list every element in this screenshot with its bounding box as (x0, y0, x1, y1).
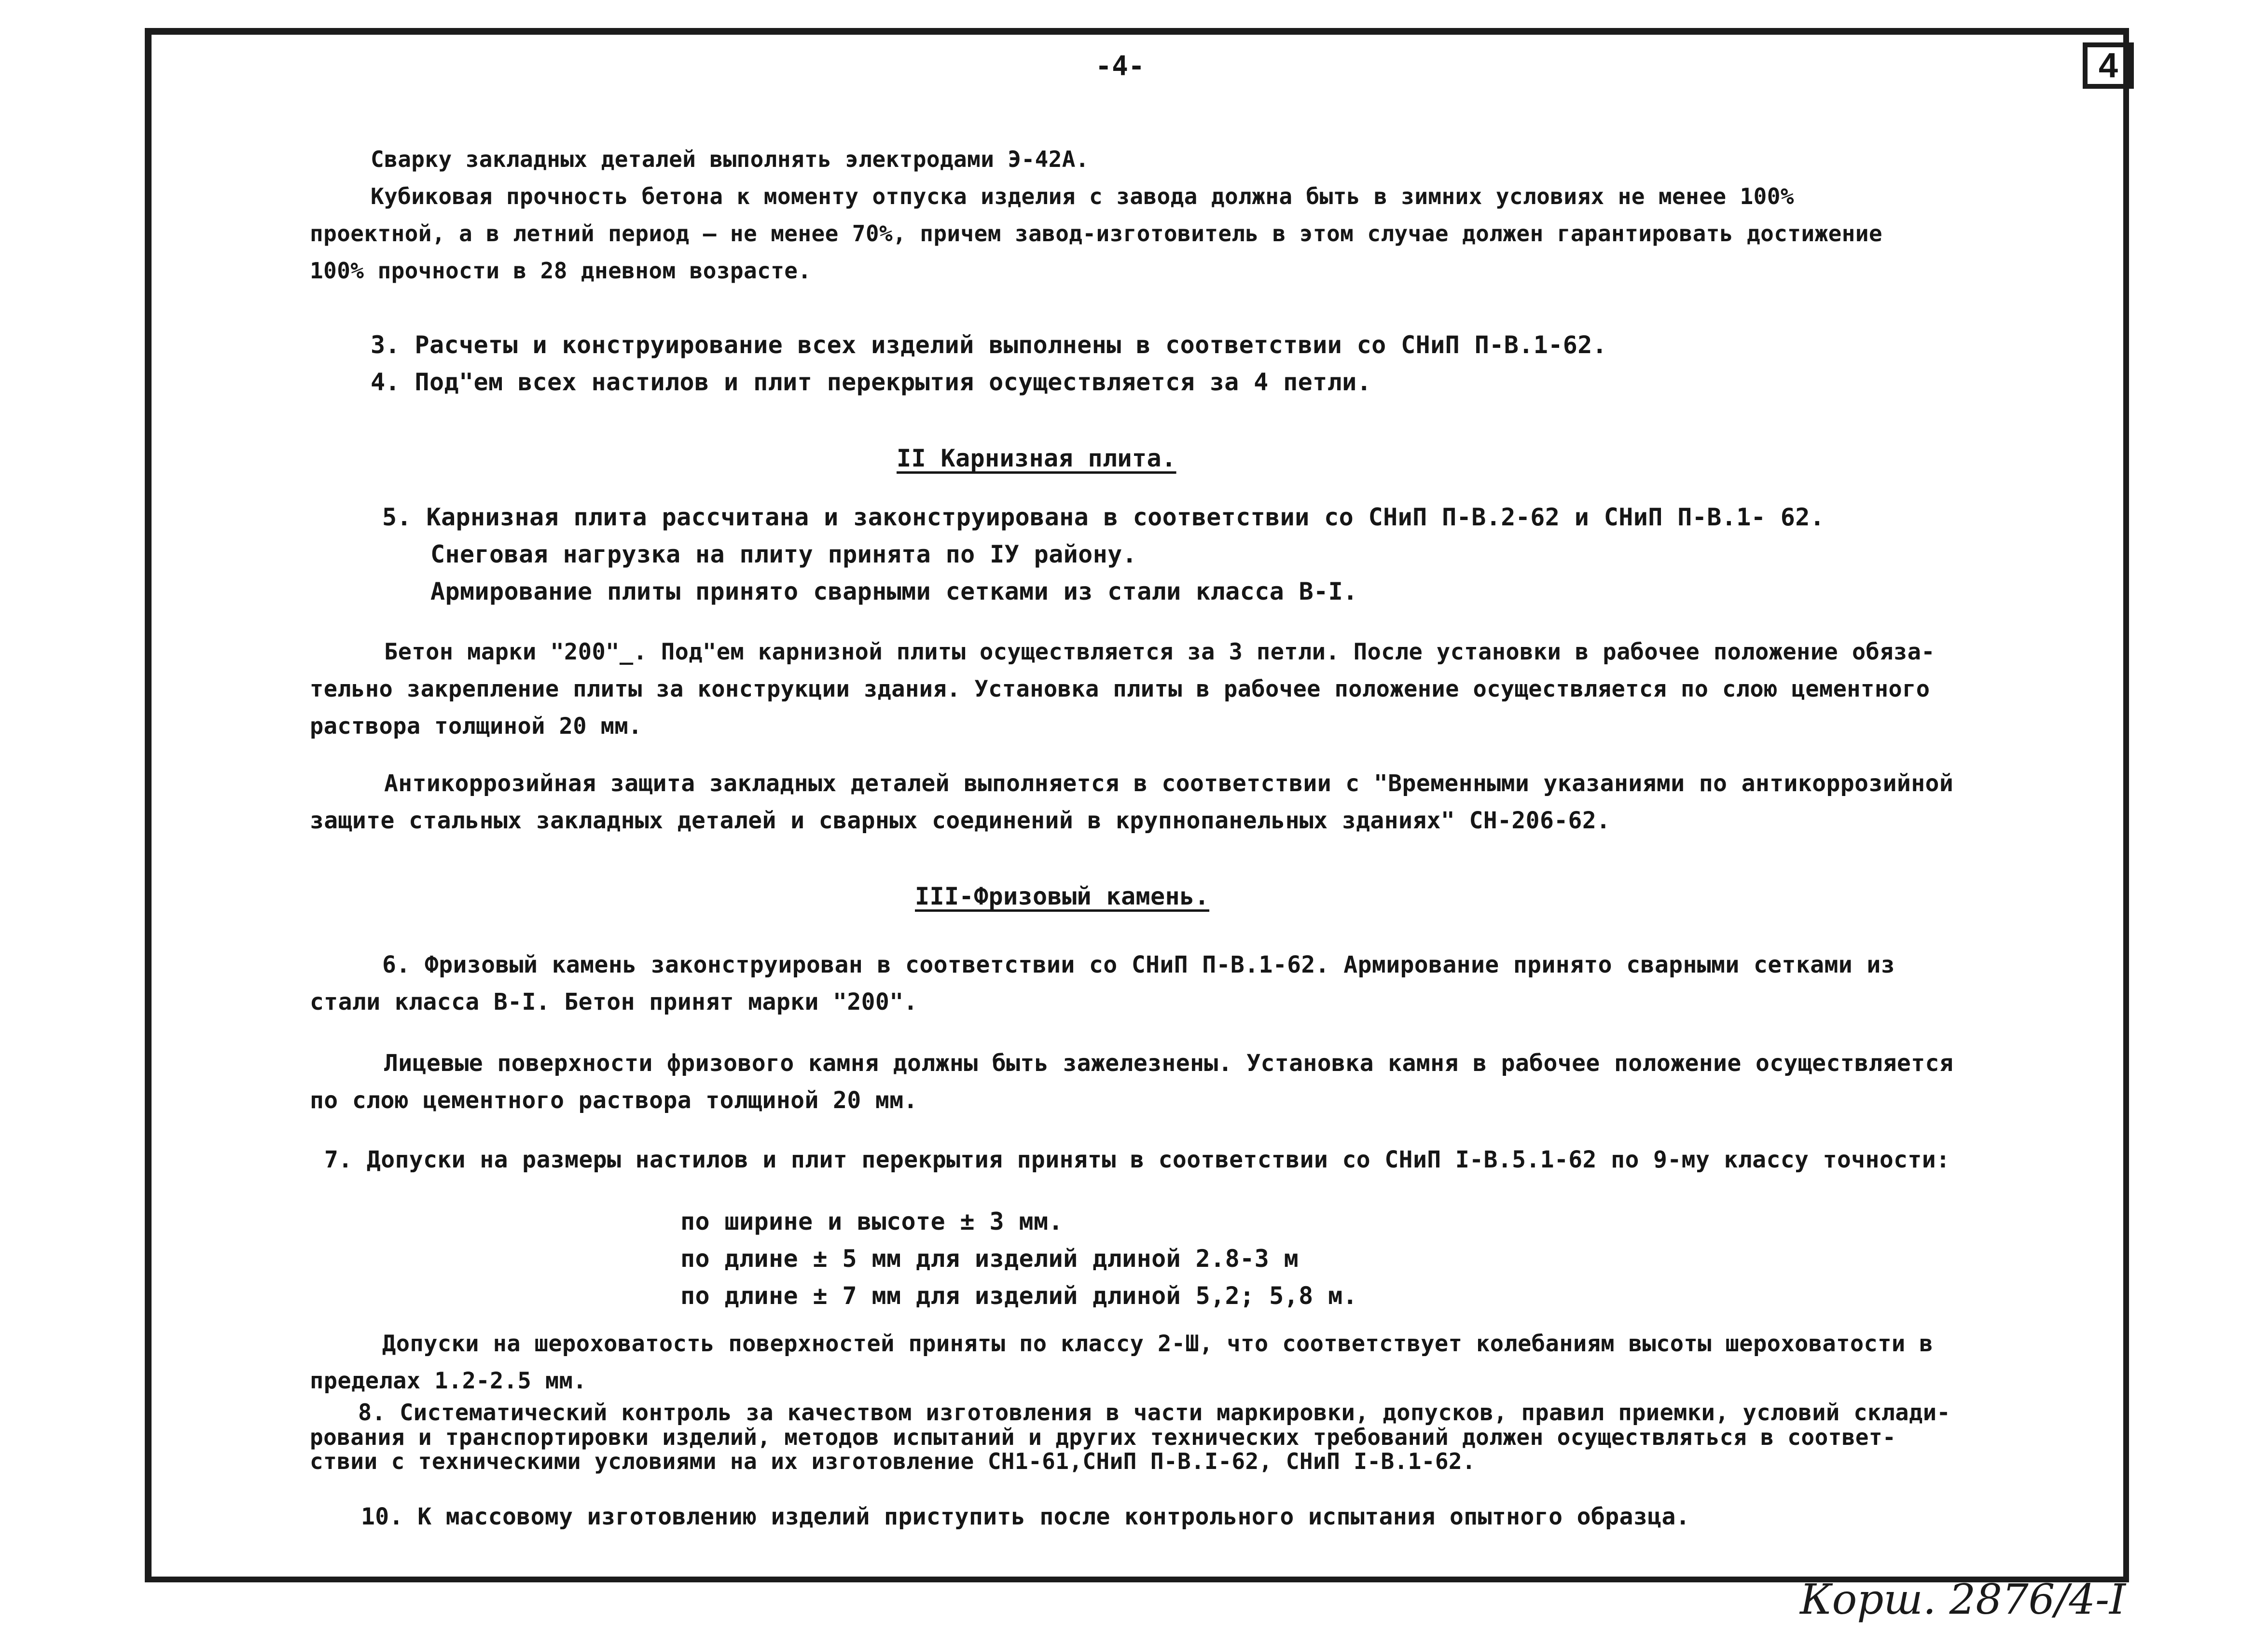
sheet-number-box: 4 (2083, 42, 2134, 89)
text-line: рования и транспортировки изделий, методов испытаний и других технических требований должен осуществляться в соответ- (310, 1424, 1896, 1450)
page-number: -4- (1095, 51, 1145, 82)
text-line: проектной, а в летний период — не менее 70%, причем завод-изготовитель в этом случае должен гарантировать достижение (310, 220, 1882, 247)
tolerance-line: по длине ± 5 мм для изделий длиной 2.8-3 м (680, 1245, 1299, 1273)
numbered-item-3: 3. Расчеты и конструирование всех изделий выполнены в соответствии со СНиП П-В.1-62. (371, 331, 1607, 359)
text-line: Лицевые поверхности фризового камня должны быть зажелезнены. Установка камня в рабочее положение осуществляется (384, 1050, 1954, 1077)
handwritten-signature: Корш. 2876/4-I (1800, 1576, 2126, 1624)
text-line: Допуски на шероховатость поверхностей приняты по классу 2-Ш, что соответствует колебаниям высоты шероховатости в (382, 1331, 1933, 1357)
numbered-item-5: 5. Карнизная плита рассчитана и законструирована в соответствии со СНиП П-В.2-62 и СНиП П-В.1- 62. (382, 503, 1825, 531)
tolerance-line: по длине ± 7 мм для изделий длиной 5,2; 5,8 м. (680, 1282, 1358, 1310)
section-heading-cornice-slab: II Карнизная плита. (897, 444, 1176, 472)
text-line: по слою цементного раствора толщиной 20 мм. (310, 1087, 918, 1114)
numbered-item-8: 8. Систематический контроль за качеством изготовления в части маркировки, допусков, правил приемки, условий склади- (358, 1400, 1951, 1426)
text-line: Армирование плиты принято сварными сетками из стали класса В-I. (430, 577, 1358, 605)
text-line: защите стальных закладных деталей и сварных соединений в крупнопанельных зданиях" СН-206-62. (310, 807, 1611, 834)
text-line: Антикоррозийная защита закладных деталей выполняется в соответствии с "Временными указаниями по антикоррозийной (384, 770, 1954, 797)
text-line: Снеговая нагрузка на плиту принята по IУ району. (430, 540, 1137, 568)
text-line: Сварку закладных деталей выполнять электродами Э-42А. (371, 146, 1089, 172)
numbered-item-7: 7. Допуски на размеры настилов и плит перекрытия приняты в соответствии со СНиП I-В.5.1-62 по 9-му классу точности: (324, 1146, 1950, 1173)
text-line: тельно закрепление плиты за конструкции здания. Установка плиты в рабочее положение осуществляется по слою цементного (310, 676, 1930, 702)
numbered-item-6: 6. Фризовый камень законструирован в соответствии со СНиП П-В.1-62. Армирование принято сварными сетками из (382, 951, 1895, 978)
numbered-item-4: 4. Под"ем всех настилов и плит перекрытия осуществляется за 4 петли. (371, 368, 1372, 396)
text-line: стали класса В-I. Бетон принят марки "200". (310, 988, 918, 1016)
text-line: раствора толщиной 20 мм. (310, 713, 642, 740)
text-line: 100% прочности в 28 дневном возрасте. (310, 258, 812, 284)
text-line: Бетон марки "200"_. Под"ем карнизной плиты осуществляется за 3 петли. После установки в рабочее положение обяза- (384, 639, 1935, 665)
section-heading-frieze-stone: III-Фризовый камень. (915, 882, 1210, 910)
text-line: пределах 1.2-2.5 мм. (310, 1368, 587, 1394)
text-line: ствии с техническими условиями на их изготовление СН1-61,СНиП П-В.I-62, СНиП I-В.1-62. (310, 1448, 1476, 1474)
tolerance-line: по ширине и высоте ± 3 мм. (680, 1208, 1064, 1235)
numbered-item-10: 10. К массовому изготовлению изделий приступить после контрольного испытания опытного образца. (361, 1503, 1690, 1530)
text-line: Кубиковая прочность бетона к моменту отпуска изделия с завода должна быть в зимних условиях не менее 100% (371, 183, 1794, 209)
